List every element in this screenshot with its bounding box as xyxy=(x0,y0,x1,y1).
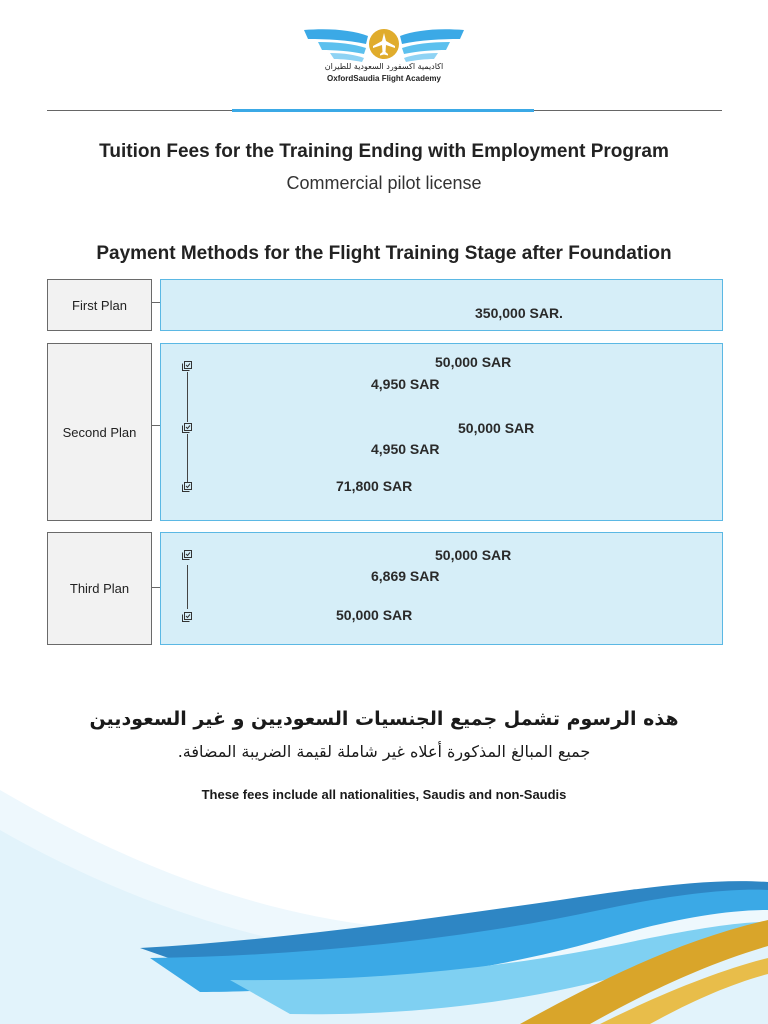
header-divider-accent xyxy=(232,109,534,112)
english-nationalities-note: These fees include all nationalities, Saudis and non-Saudis xyxy=(201,787,567,802)
logo-english-text: OxfordSaudia Flight Academy xyxy=(327,74,441,83)
plan-amount: 50,000 SAR xyxy=(435,354,512,370)
checkbox-icon xyxy=(182,361,192,371)
arabic-nationalities-note: هذه الرسوم تشمل جميع الجنسيات السعوديين و غير السعوديين xyxy=(89,708,679,730)
timeline-line xyxy=(187,434,188,482)
checkbox-icon xyxy=(182,423,192,433)
plan-amount: 50,000 SAR xyxy=(435,547,512,563)
plan-label-first: First Plan xyxy=(47,279,152,331)
plan-amount: 6,869 SAR xyxy=(371,568,440,584)
page-title: Tuition Fees for the Training Ending with Employment Program xyxy=(99,141,669,162)
timeline-line xyxy=(187,565,188,609)
plan-amount: 50,000 SAR xyxy=(336,607,413,623)
plan-amount: 350,000 SAR. xyxy=(475,305,563,321)
plan-amount: 4,950 SAR xyxy=(371,376,440,392)
plan-label-second: Second Plan xyxy=(47,343,152,521)
checkbox-icon xyxy=(182,612,192,622)
decorative-waves xyxy=(0,770,768,1024)
plan-amount: 50,000 SAR xyxy=(458,420,535,436)
timeline-line xyxy=(187,372,188,422)
page-subtitle: Commercial pilot license xyxy=(286,173,482,193)
section-title: Payment Methods for the Flight Training Stage after Foundation xyxy=(96,243,672,264)
arabic-vat-note: جميع المبالغ المذكورة أعلاه غير شاملة لقيمة الضريبة المضافة. xyxy=(177,742,591,761)
plan-amount: 71,800 SAR xyxy=(336,478,413,494)
plan-amount: 4,950 SAR xyxy=(371,441,440,457)
checkbox-icon xyxy=(182,550,192,560)
checkbox-icon xyxy=(182,482,192,492)
plan-label-third: Third Plan xyxy=(47,532,152,645)
logo-arabic-text: اكاديمية اكسفورد السعودية للطيران xyxy=(324,62,444,71)
plan-panel-first xyxy=(160,279,723,331)
